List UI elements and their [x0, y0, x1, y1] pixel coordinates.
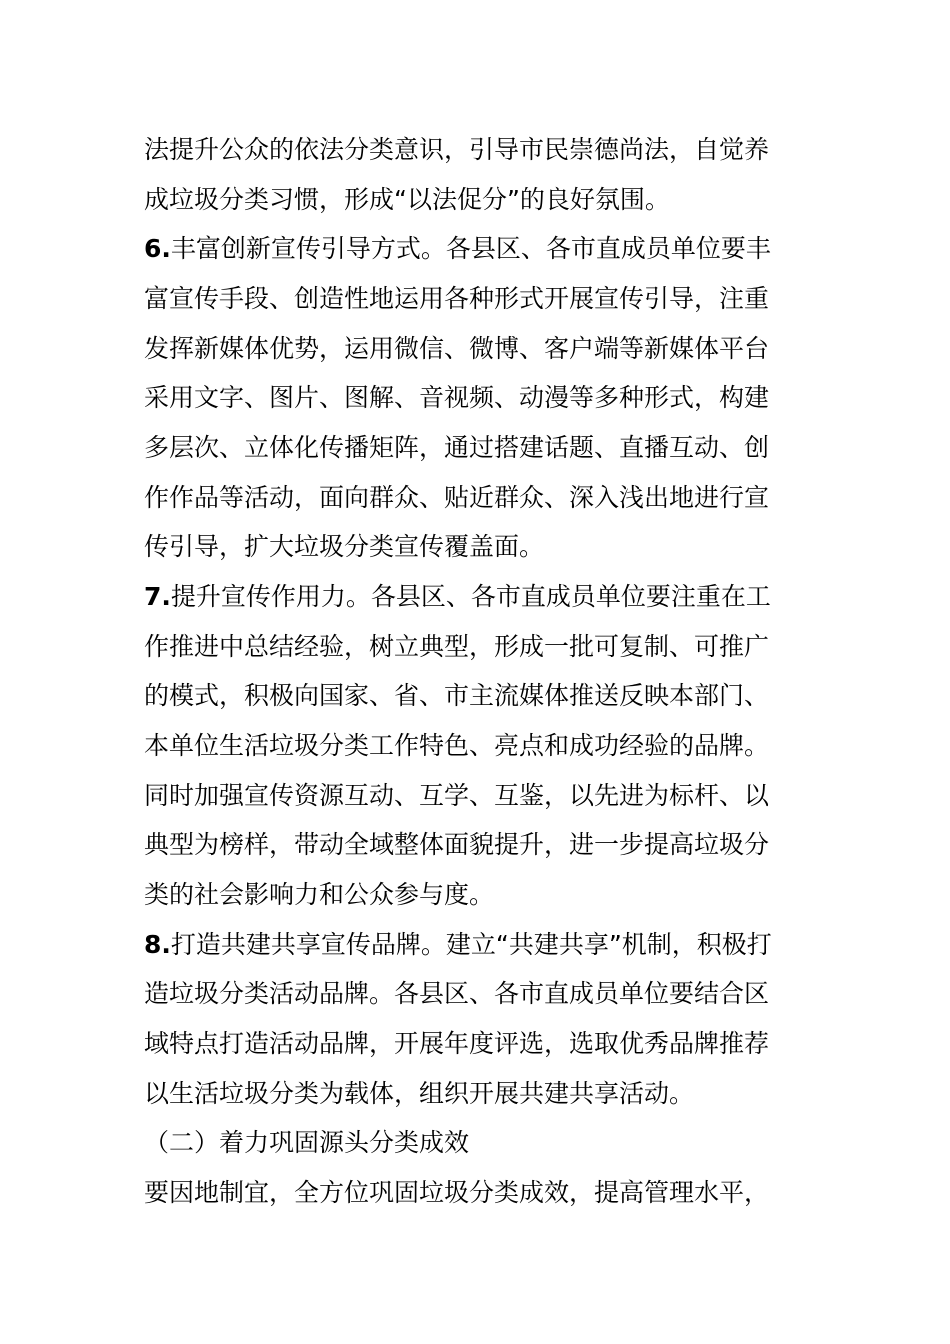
line-text: 提升宣传作用力。各县区、各市直成员单位要注重在工 — [170, 582, 771, 611]
line-text: 同时加强宣传资源互动、互学、互鉴，以先进为标杆、以 — [144, 781, 770, 810]
paragraph-line — [144, 324, 824, 374]
item-7-heading-line — [144, 572, 824, 622]
line-text: 要因地制宜，全方位巩固垃圾分类成效，提高管理水平， — [144, 1178, 770, 1207]
line-text: 多层次、立体化传播矩阵，通过搭建话题、直播互动、创 — [144, 433, 770, 462]
paragraph-line — [144, 671, 824, 721]
line-text: 丰富创新宣传引导方式。各县区、各市直成员单位要丰 — [170, 234, 771, 263]
item-number: 6. — [144, 234, 171, 263]
line-text: 富宣传手段、创造性地运用各种形式开展宣传引导，注重 — [144, 284, 770, 313]
paragraph-line — [144, 175, 824, 225]
paragraph-line — [144, 473, 824, 523]
paragraph-line — [144, 1069, 824, 1119]
line-text: 作推进中总结经验，树立典型，形成一批可复制、可推广 — [144, 632, 770, 661]
line-text: 类的社会影响力和公众参与度。 — [144, 880, 495, 909]
paragraph-line — [144, 1168, 824, 1218]
line-text: 典型为榜样，带动全域整体面貌提升，进一步提高垃圾分 — [144, 830, 770, 859]
paragraph-line — [144, 373, 824, 423]
item-8-heading-line — [144, 920, 824, 970]
line-text: 发挥新媒体优势，运用微信、微博、客户端等新媒体平台 — [144, 334, 770, 363]
paragraph-line — [144, 274, 824, 324]
paragraph-line — [144, 522, 824, 572]
paragraph-line — [144, 820, 824, 870]
line-text: 传引导，扩大垃圾分类宣传覆盖面。 — [144, 532, 545, 561]
paragraph-line — [144, 721, 824, 771]
line-text: 域特点打造活动品牌，开展年度评选，选取优秀品牌推荐 — [144, 1029, 770, 1058]
line-text: （二）着力巩固源头分类成效 — [144, 1128, 470, 1157]
line-text: 打造共建共享宣传品牌。建立“共建共享”机制，积极打 — [170, 930, 772, 959]
line-text: 采用文字、图片、图解、音视频、动漫等多种形式，构建 — [144, 383, 770, 412]
line-text: 本单位生活垃圾分类工作特色、亮点和成功经验的品牌。 — [144, 731, 770, 760]
paragraph-line — [144, 771, 824, 821]
item-6-heading-line — [144, 224, 824, 274]
line-text: 造垃圾分类活动品牌。各县区、各市直成员单位要结合区 — [144, 979, 770, 1008]
item-number: 8. — [144, 930, 171, 959]
section-heading — [144, 1118, 824, 1168]
line-text: 的模式，积极向国家、省、市主流媒体推送反映本部门、 — [144, 681, 770, 710]
paragraph-line — [144, 969, 824, 1019]
line-text: 作作品等活动，面向群众、贴近群众、深入浅出地进行宣 — [144, 483, 770, 512]
paragraph-line — [144, 423, 824, 473]
paragraph-line — [144, 870, 824, 920]
line-text: 成垃圾分类习惯，形成“以法促分”的良好氛围。 — [144, 185, 670, 214]
item-number: 7. — [144, 582, 171, 611]
paragraph-line — [144, 125, 824, 175]
line-text: 以生活垃圾分类为载体，组织开展共建共享活动。 — [144, 1079, 695, 1108]
paragraph-line — [144, 1019, 824, 1069]
paragraph-line — [144, 622, 824, 672]
line-text: 法提升公众的依法分类意识，引导市民崇德尚法，自觉养 — [144, 135, 770, 164]
